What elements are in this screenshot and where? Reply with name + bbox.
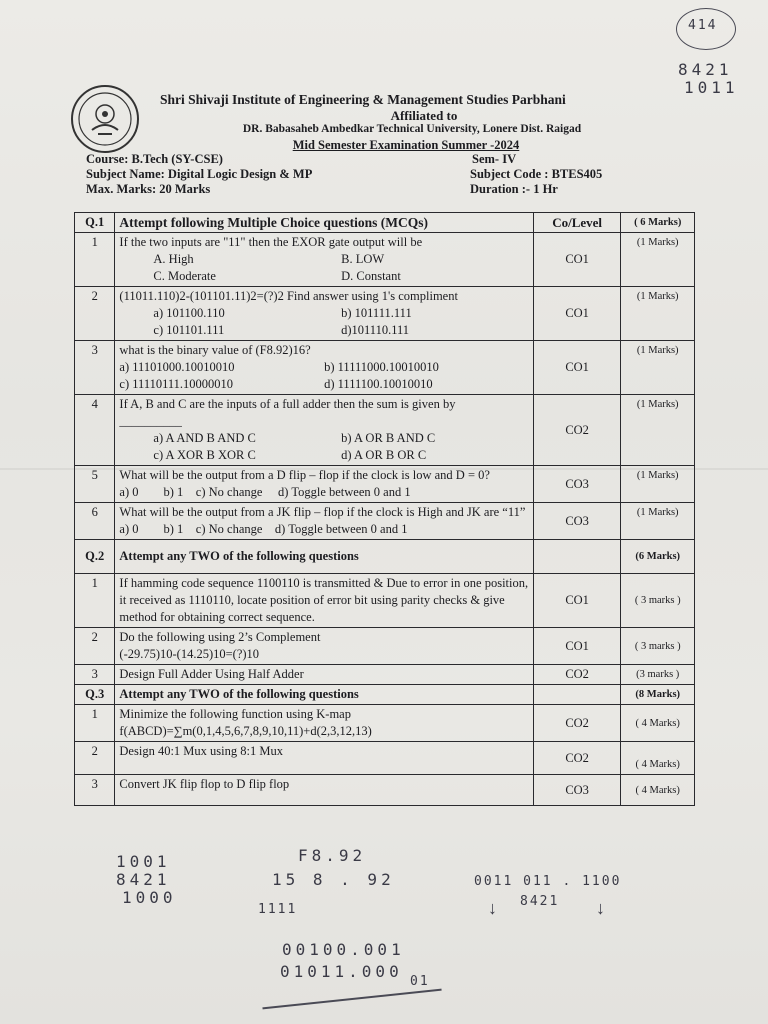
table-row	[75, 742, 695, 775]
question-cell	[115, 466, 533, 503]
co-level: CO2	[533, 705, 621, 742]
handwritten-circled-number: 414	[688, 18, 718, 33]
option: a) 101100.110	[153, 306, 225, 320]
question-number: 3	[75, 775, 115, 806]
table-row	[75, 574, 695, 628]
handwritten-note: 00100.001	[282, 940, 405, 959]
affiliated-line: Affiliated to	[390, 108, 458, 123]
option: b) 101111.111	[341, 306, 412, 320]
handwritten-note: 8421	[520, 894, 560, 909]
marks: ( 4 Marks)	[621, 705, 695, 742]
question-text: Minimize the following function using K-map	[119, 707, 351, 721]
question-text: If hamming code sequence 1100110 is transmitted & Due to error in one position, it received as 1110110, locate position of error bit using parity checks & give method for obtaining correct sequence.	[115, 574, 533, 628]
q2-header-row	[75, 540, 695, 574]
table-row	[75, 466, 695, 503]
down-arrow-icon: ↓	[596, 898, 605, 918]
co-level: CO1	[533, 233, 621, 287]
q2-number: Q.2	[75, 540, 115, 574]
subject-name: Subject Name: Digital Logic Design & MP	[86, 167, 313, 181]
q2-marks: (6 Marks)	[621, 540, 695, 574]
question-text: (-29.75)10-(14.25)10=(?)10	[119, 647, 260, 661]
table-row	[75, 395, 695, 466]
co-level: CO1	[533, 287, 621, 341]
option: c) 101101.111	[153, 323, 225, 337]
q1-number: Q.1	[75, 213, 115, 233]
table-row	[75, 775, 695, 806]
marks: (1 Marks)	[621, 503, 695, 540]
marks: ( 4 Marks)	[621, 742, 695, 775]
question-text: (11011.110)2-(101101.11)2=(?)2 Find answer using 1's compliment	[119, 289, 458, 303]
subject-code: Subject Code : BTES405	[470, 167, 603, 181]
exam-title: Mid Semester Examination Summer -2024	[292, 138, 520, 152]
question-number: 3	[75, 341, 115, 395]
q1-marks: ( 6 Marks)	[621, 213, 695, 233]
down-arrow-icon: ↓	[488, 898, 497, 918]
option: A. High	[153, 252, 194, 266]
q2-title: Attempt any TWO of the following questions	[115, 540, 533, 574]
handwritten-note: 8421	[678, 60, 733, 79]
options: a) 0 b) 1 c) No change d) Toggle between 0 and 1	[119, 522, 408, 536]
question-text: What will be the output from a D flip – flop if the clock is low and D = 0?	[119, 468, 490, 482]
question-number: 4	[75, 395, 115, 466]
question-number: 2	[75, 742, 115, 775]
question-cell	[115, 341, 533, 395]
question-text: Do the following using 2’s Complement	[119, 630, 321, 644]
co-level: CO1	[533, 574, 621, 628]
question-text: what is the binary value of (F8.92)16?	[119, 343, 311, 357]
question-cell	[115, 705, 533, 742]
question-table	[74, 212, 695, 806]
question-text: f(ABCD)=∑m(0,1,4,5,6,7,8,9,10,11)+d(2,3,12,13)	[119, 724, 372, 738]
question-number: 2	[75, 287, 115, 341]
question-number: 1	[75, 233, 115, 287]
q3-header-row	[75, 685, 695, 705]
q3-co-empty	[533, 685, 621, 705]
question-cell	[115, 395, 533, 466]
options	[119, 305, 528, 339]
marks: (3 marks )	[621, 665, 695, 685]
option: b) 11111000.10010010	[324, 360, 439, 374]
table-row	[75, 503, 695, 540]
handwritten-note: 01011.000	[280, 962, 403, 981]
options	[119, 251, 528, 285]
handwritten-note: 1111	[258, 902, 298, 917]
question-number: 1	[75, 574, 115, 628]
table-row	[75, 233, 695, 287]
marks: (1 Marks)	[621, 287, 695, 341]
option: b) A OR B AND C	[341, 431, 436, 445]
handwritten-note: 8421	[116, 870, 171, 889]
option: c) A XOR B XOR C	[153, 448, 256, 462]
handwritten-note: 0011 011 . 1100	[474, 874, 622, 889]
table-row	[75, 287, 695, 341]
co-level: CO2	[533, 395, 621, 466]
pencil-line	[262, 989, 441, 1009]
handwritten-note: 1001	[116, 852, 171, 871]
q1-header-row	[75, 213, 695, 233]
question-number: 5	[75, 466, 115, 503]
semester-label: Sem- IV	[472, 152, 517, 166]
question-number: 3	[75, 665, 115, 685]
table-row	[75, 665, 695, 685]
handwritten-note: 1000	[122, 888, 177, 907]
question-text: Convert JK flip flop to D flip flop	[115, 775, 533, 806]
question-text: Design 40:1 Mux using 8:1 Mux	[115, 742, 533, 775]
table-row	[75, 705, 695, 742]
answer-blank: __________	[119, 414, 182, 428]
duration: Duration :- 1 Hr	[470, 182, 558, 196]
handwritten-note: 01	[410, 974, 430, 989]
table-row	[75, 341, 695, 395]
options	[119, 430, 528, 464]
q3-marks: (8 Marks)	[621, 685, 695, 705]
marks: (1 Marks)	[621, 466, 695, 503]
option: C. Moderate	[153, 269, 216, 283]
marks: ( 3 marks )	[621, 574, 695, 628]
option: a) 11101000.10010010	[119, 360, 235, 374]
question-text: What will be the output from a JK flip – flop if the clock is High and JK are “11”	[119, 505, 526, 519]
co-level: CO3	[533, 775, 621, 806]
option: a) A AND B AND C	[153, 431, 256, 445]
question-number: 2	[75, 628, 115, 665]
question-number: 1	[75, 705, 115, 742]
handwritten-note: 15 8 . 92	[272, 870, 395, 889]
table-row	[75, 628, 695, 665]
option: d) 1111100.10010010	[324, 377, 433, 391]
question-text: If the two inputs are "11" then the EXOR gate output will be	[119, 235, 423, 249]
question-number: 6	[75, 503, 115, 540]
option: c) 11110111.10000010	[119, 377, 234, 391]
marks: ( 4 Marks)	[621, 775, 695, 806]
university-name: DR. Babasaheb Ambedkar Technical University, Lonere Dist. Raigad	[242, 123, 582, 135]
question-text: Design Full Adder Using Half Adder	[115, 665, 533, 685]
max-marks: Max. Marks: 20 Marks	[86, 182, 211, 196]
options: a) 0 b) 1 c) No change d) Toggle between 0 and 1	[119, 485, 411, 499]
option: B. LOW	[341, 252, 385, 266]
handwritten-note: F8.92	[298, 846, 367, 865]
marks: (1 Marks)	[621, 233, 695, 287]
handwritten-note: 1011	[684, 78, 739, 97]
option: d) A OR B OR C	[341, 448, 427, 462]
co-level-header: Co/Level	[533, 213, 621, 233]
q3-number: Q.3	[75, 685, 115, 705]
marks: (1 Marks)	[621, 341, 695, 395]
co-level: CO1	[533, 628, 621, 665]
question-cell	[115, 233, 533, 287]
marks: (1 Marks)	[621, 395, 695, 466]
q2-co-empty	[533, 540, 621, 574]
marks: ( 3 marks )	[621, 628, 695, 665]
co-level: CO3	[533, 466, 621, 503]
question-cell	[115, 503, 533, 540]
co-level: CO3	[533, 503, 621, 540]
question-cell	[115, 628, 533, 665]
question-text: If A, B and C are the inputs of a full adder then the sum is given by	[119, 397, 456, 411]
q1-title: Attempt following Multiple Choice questions (MCQs)	[115, 213, 533, 233]
co-level: CO2	[533, 742, 621, 775]
institute-name: Shri Shivaji Institute of Engineering & Management Studies Parbhani	[160, 92, 566, 107]
co-level: CO2	[533, 665, 621, 685]
option: D. Constant	[341, 269, 401, 283]
course-label: Course: B.Tech (SY-CSE)	[86, 152, 223, 166]
question-cell	[115, 287, 533, 341]
q3-title: Attempt any TWO of the following questions	[115, 685, 533, 705]
options	[119, 359, 528, 393]
option: d)101110.111	[341, 323, 410, 337]
co-level: CO1	[533, 341, 621, 395]
